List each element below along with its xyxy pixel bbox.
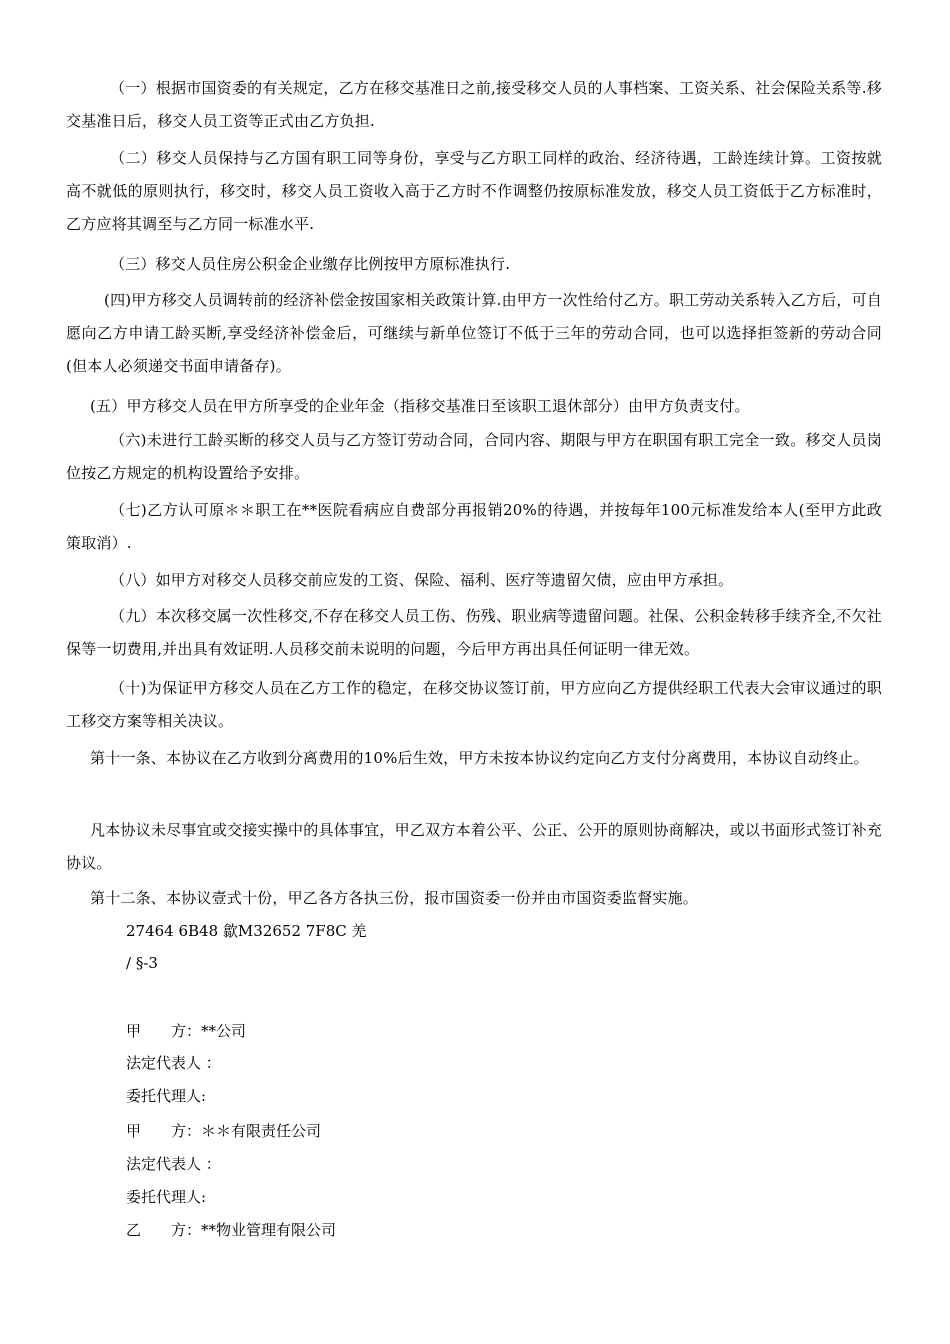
clause-2: （二）移交人员保持与乙方国有职工同等身份，享受与乙方职工同样的政治、经济待遇，工龄连续计算。工资按就高不就低的原则执行，移交时，移交人员工资收入高于乙方时不作调整仍按原标准发放，移交人员工资低于乙方标准时，乙方应将其调至与乙方同一标准水平. bbox=[66, 149, 882, 233]
signature-label: 委托代理人: bbox=[126, 1188, 207, 1206]
signature-value: ＊＊有限责任公司 bbox=[201, 1122, 322, 1140]
clause-4: (四)甲方移交人员调转前的经济补偿金按国家相关政策计算.由甲方一次性给付乙方。职工劳动关系转入乙方后，可自愿向乙方申请工龄买断,享受经济补偿金后，可继续与新单位签订不低于三年的劳动合同，也可以选择拒签新的劳动合同(但本人必须递交书面申请备存)。 bbox=[66, 291, 882, 375]
signature-agent-1 bbox=[126, 1085, 206, 1107]
signature-label: 法定代表人 ： bbox=[126, 1155, 221, 1173]
signature-legal-rep-1 bbox=[126, 1052, 221, 1074]
clause-6: （六)未进行工龄买断的移交人员与乙方签订劳动合同，合同内容、期限与甲方在职国有职工完全一致。移交人员岗位按乙方规定的机构设置给予安排。 bbox=[66, 431, 882, 482]
signature-label: 甲 方： bbox=[126, 1122, 202, 1140]
article-11: 第十一条、本协议在乙方收到分离费用的10%后生效，甲方未按本协议约定向乙方支付分离费用，本协议自动终止。 bbox=[90, 749, 869, 767]
clause-10: （十)为保证甲方移交人员在乙方工作的稳定，在移交协议签订前，甲方应向乙方提供经职工代表大会审议通过的职工移交方案等相关决议。 bbox=[66, 679, 882, 730]
clause-1: （一）根据市国资委的有关规定，乙方在移交基准日之前,接受移交人员的人事档案、工资关系、社会保险关系等.移交基准日后，移交人员工资等正式由乙方负担. bbox=[66, 79, 882, 130]
supplement-paragraph: 凡本协议未尽事宜或交接实操中的具体事宜，甲乙双方本着公平、公正、公开的原则协商解决，或以书面形式签订补充协议。 bbox=[66, 821, 882, 872]
clause-3: （三）移交人员住房公积金企业缴存比例按甲方原标准执行. bbox=[110, 255, 511, 273]
clause-8: （八）如甲方对移交人员移交前应发的工资、保险、福利、医疗等遗留欠债，应由甲方承担。 bbox=[110, 571, 734, 589]
signature-party-b bbox=[126, 1219, 336, 1241]
clause-5: (五）甲方移交人员在甲方所享受的企业年金（指移交基准日至该职工退休部分）由甲方负责支付。 bbox=[90, 397, 750, 415]
signature-value: **物业管理有限公司 bbox=[201, 1221, 337, 1239]
code-line-1: 27464 6B48 歙M32652 7F8C 羌 bbox=[126, 922, 367, 940]
clause-7: （七)乙方认可原＊＊职工在**医院看病应自费部分再报销20%的待遇，并按每年100元标准发给本人(至甲方此政策取消）. bbox=[66, 501, 882, 552]
code-line-2: / §-3 bbox=[126, 954, 158, 972]
clause-9: （九）本次移交属一次性移交,不存在移交人员工伤、伤残、职业病等遗留问题。社保、公积金转移手续齐全,不欠社保等一切费用,并出具有效证明.人员移交前未说明的问题，今后甲方再出具任何证明一律无效。 bbox=[66, 607, 882, 658]
signature-label: 委托代理人: bbox=[126, 1087, 207, 1105]
signature-party-a-2 bbox=[126, 1120, 321, 1142]
signature-label: 甲 方： bbox=[126, 1022, 202, 1040]
signature-label: 乙 方： bbox=[126, 1221, 202, 1239]
signature-legal-rep-2 bbox=[126, 1153, 221, 1175]
signature-value: **公司 bbox=[201, 1022, 247, 1040]
signature-label: 法定代表人 ： bbox=[126, 1054, 221, 1072]
signature-agent-2 bbox=[126, 1186, 206, 1208]
article-12: 第十二条、本协议壹式十份，甲乙各方各执三份，报市国资委一份并由市国资委监督实施。 bbox=[90, 889, 699, 907]
signature-party-a-1 bbox=[126, 1020, 246, 1042]
